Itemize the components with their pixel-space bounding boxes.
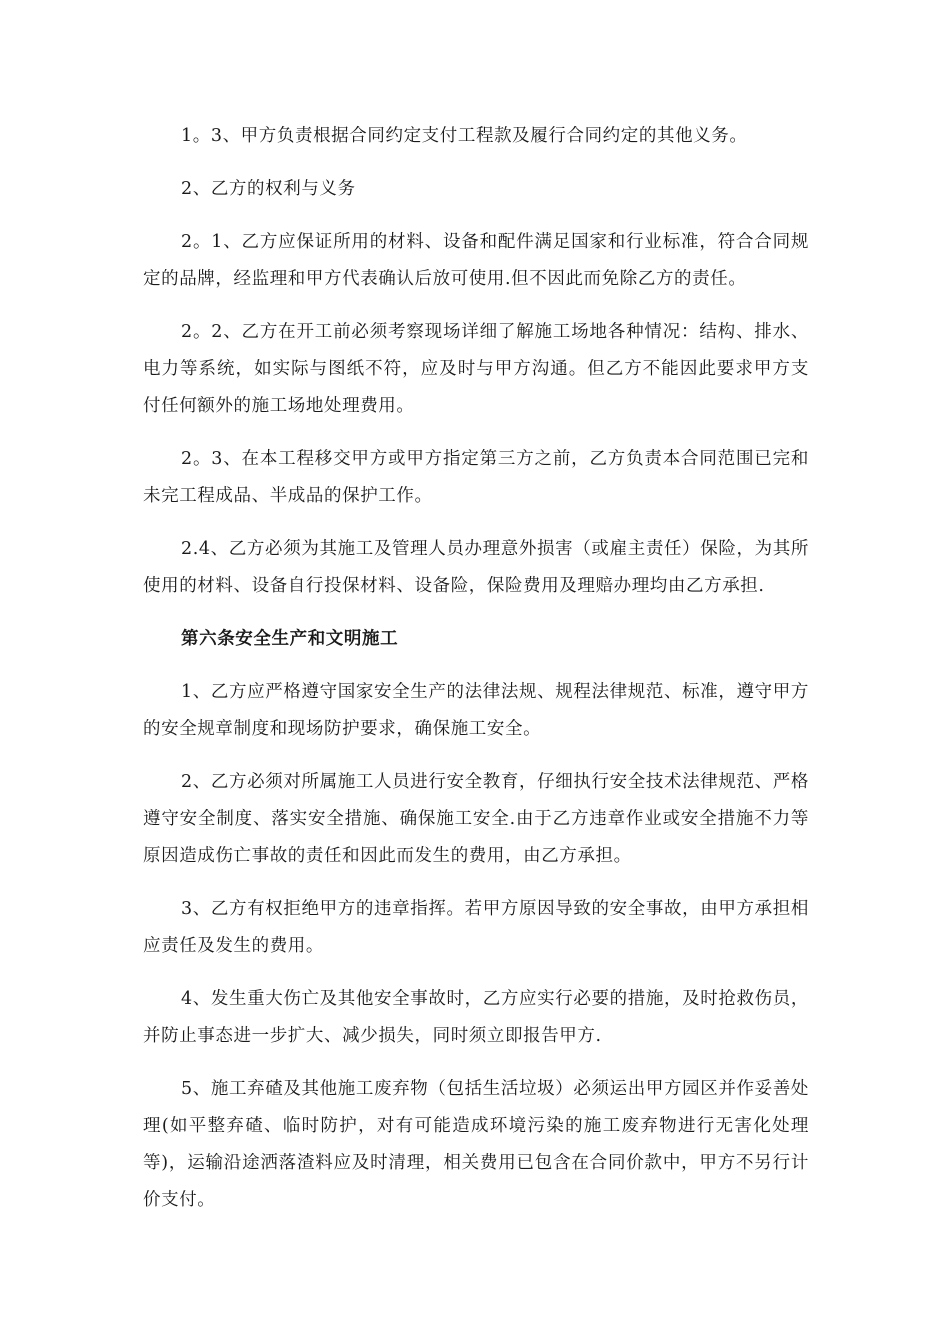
safety-clause-2: 2、乙方必须对所属施工人员进行安全教育，仔细执行安全技术法律规范、严格遵守安全制度、落实安全措施、确保施工安全.由于乙方违章作业或安全措施不力等原因造成伤亡事故的责任和因此而发生的费用，由乙方承担。 [143, 772, 809, 866]
clause-1-3: 1。3、甲方负责根据合同约定支付工程款及履行合同约定的其他义务。 [181, 126, 748, 146]
article-6-heading: 第六条安全生产和文明施工 [181, 629, 399, 649]
clause-2-4: 2.4、乙方必须为其施工及管理人员办理意外损害（或雇主责任）保险，为其所使用的材料、设备自行投保材料、设备险，保险费用及理赔办理均由乙方承担. [143, 539, 809, 596]
clause-2-2: 2。2、乙方在开工前必须考察现场详细了解施工场地各种情况：结构、排水、电力等系统，如实际与图纸不符，应及时与甲方沟通。但乙方不能因此要求甲方支付任何额外的施工场地处理费用。 [143, 322, 809, 416]
document-body [143, 118, 809, 1235]
clause-2-3: 2。3、在本工程移交甲方或甲方指定第三方之前，乙方负责本合同范围已完和未完工程成品、半成品的保护工作。 [143, 449, 809, 506]
safety-clause-3: 3、乙方有权拒绝甲方的违章指挥。若甲方原因导致的安全事故，由甲方承担相应责任及发生的费用。 [143, 899, 809, 956]
clause-2-1: 2。1、乙方应保证所用的材料、设备和配件满足国家和行业标准，符合合同规定的品牌，经监理和甲方代表确认后放可使用.但不因此而免除乙方的责任。 [143, 232, 809, 289]
safety-clause-4: 4、发生重大伤亡及其他安全事故时，乙方应实行必要的措施，及时抢救伤员，并防止事态进一步扩大、减少损失，同时须立即报告甲方. [143, 989, 809, 1046]
safety-clause-1: 1、乙方应严格遵守国家安全生产的法律法规、规程法律规范、标准，遵守甲方的安全规章制度和现场防护要求，确保施工安全。 [143, 682, 809, 739]
safety-clause-5: 5、施工弃碴及其他施工废弃物（包括生活垃圾）必须运出甲方园区并作妥善处理(如平整弃碴、临时防护，对有可能造成环境污染的施工废弃物进行无害化处理等)，运输沿途洒落渣料应及时清理，相关费用已包含在合同价款中，甲方不另行计价支付。 [143, 1079, 809, 1210]
section-2-title: 2、乙方的权利与义务 [181, 179, 356, 199]
